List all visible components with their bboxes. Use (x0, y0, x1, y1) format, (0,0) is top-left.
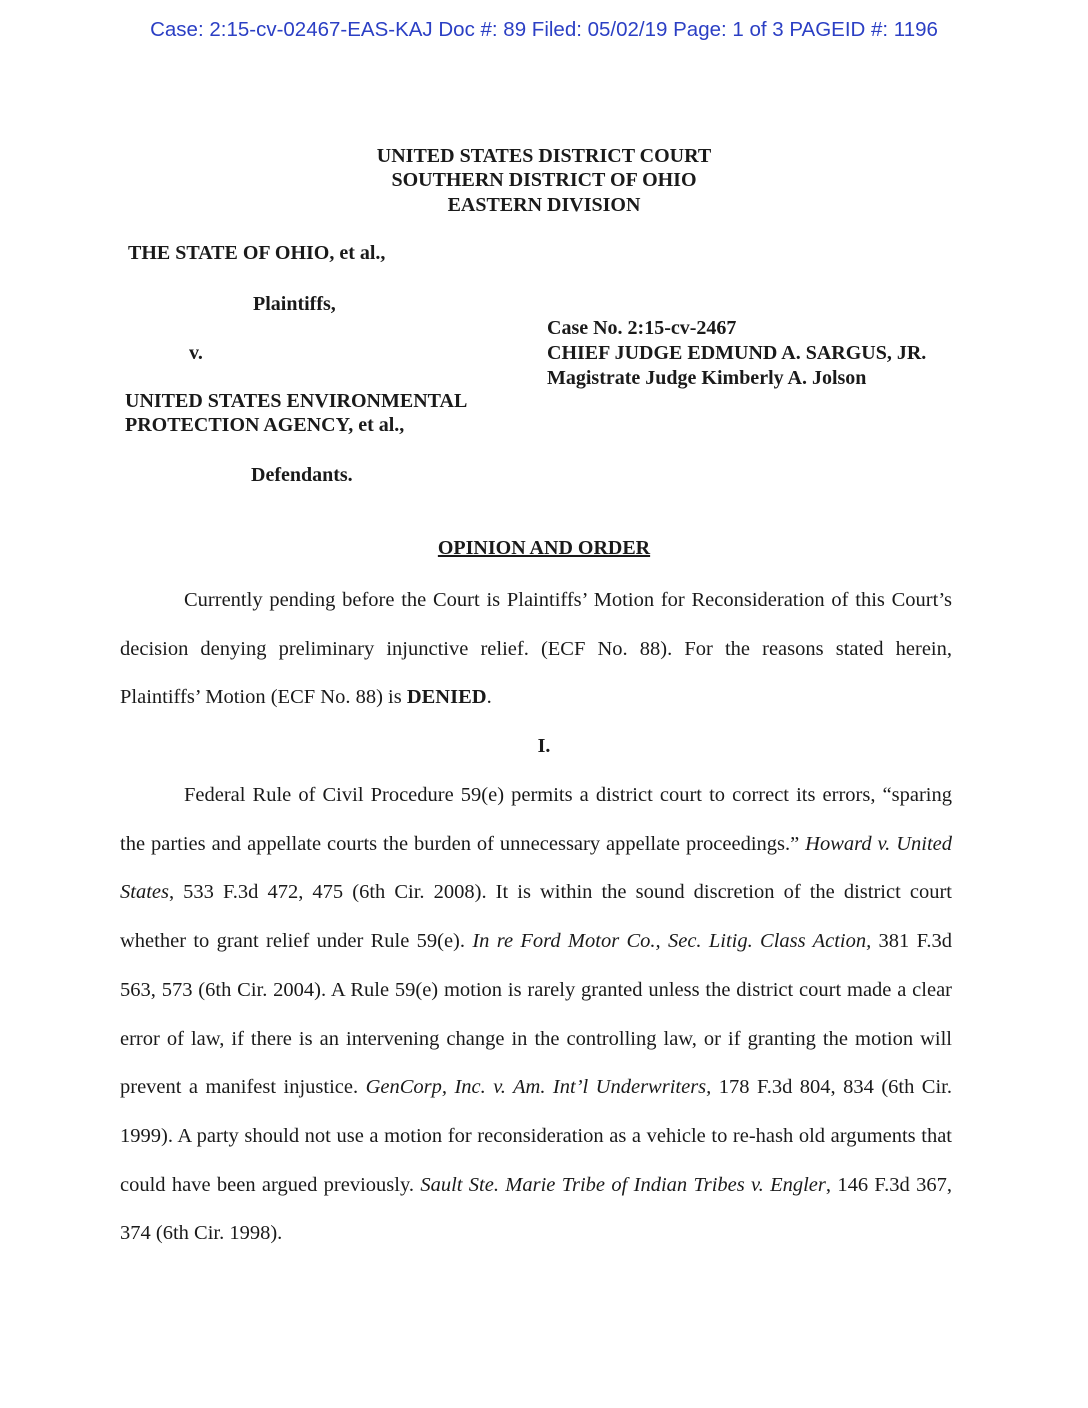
defendant-name-line2: PROTECTION AGENCY, et al., (125, 414, 405, 436)
section-heading: I. (537, 735, 551, 757)
court-division: EASTERN DIVISION (447, 194, 641, 216)
document-title: OPINION AND ORDER (437, 537, 651, 559)
paragraph-standard: Federal Rule of Civil Procedure 59(e) permits a district court to correct its errors, “sparing the parties and appellate courts the burden of unnecessary appellate proceedings.” Howard v. United States, 533 F.3d 472, 475 (6th Cir. 2008). It is within the sound discretion of the district court whether to grant relief under Rule 59(e). In re Ford Motor Co., Sec. Litig. Class Action, 381 F.3d 563, 573 (6th Cir. 2004). A Rule 59(e) motion is rarely granted unless the district court made a clear error of law, if there is an intervening change in the controlling law, or if granting the motion will prevent a manifest injustice. GenCorp, Inc. v. Am. Int’l Underwriters, 178 F.3d 804, 834 (6th Cir. 1999). A party should not use a motion for reconsideration as a vehicle to re-hash old arguments that could have been argued previously. Sault Ste. Marie Tribe of Indian Tribes v. Engler, 146 F.3d 367, 374 (6th Cir. 1998). (120, 784, 953, 1245)
magistrate-judge: Magistrate Judge Kimberly A. Jolson (547, 367, 867, 389)
case-number: Case No. 2:15-cv-2467 (547, 317, 737, 339)
paragraph-intro: Currently pending before the Court is Plaintiffs’ Motion for Reconsideration of this Court’s decision denying preliminary injunctive relief. (ECF No. 88). For the reasons stated herein, Plaintiffs’ Motion (ECF No. 88) is DENIED. (120, 589, 952, 709)
court-district: SOUTHERN DISTRICT OF OHIO (391, 169, 697, 191)
plaintiff-role: Plaintiffs, (253, 293, 336, 315)
court-name: UNITED STATES DISTRICT COURT (376, 145, 712, 167)
versus-label: v. (189, 342, 203, 364)
ruling-denied: DENIED (406, 686, 487, 709)
case-citation: Sault Ste. Marie Tribe of Indian Tribes v. Engler (420, 1173, 826, 1196)
defendant-role: Defendants. (251, 464, 353, 486)
plaintiff-name: THE STATE OF OHIO, et al., (128, 242, 386, 264)
case-header-stamp: Case: 2:15-cv-02467-EAS-KAJ Doc #: 89 Filed: 05/02/19 Page: 1 of 3 PAGEID #: 1196 (150, 18, 938, 41)
case-citation: Howard v. United States (120, 832, 952, 904)
defendant-name-line1: UNITED STATES ENVIRONMENTAL (125, 390, 468, 412)
chief-judge: CHIEF JUDGE EDMUND A. SARGUS, JR. (547, 342, 927, 364)
case-citation: In re Ford Motor Co., Sec. Litig. Class Action, (472, 930, 872, 953)
case-citation: GenCorp, Inc. v. Am. Int’l Underwriters, (365, 1076, 712, 1099)
